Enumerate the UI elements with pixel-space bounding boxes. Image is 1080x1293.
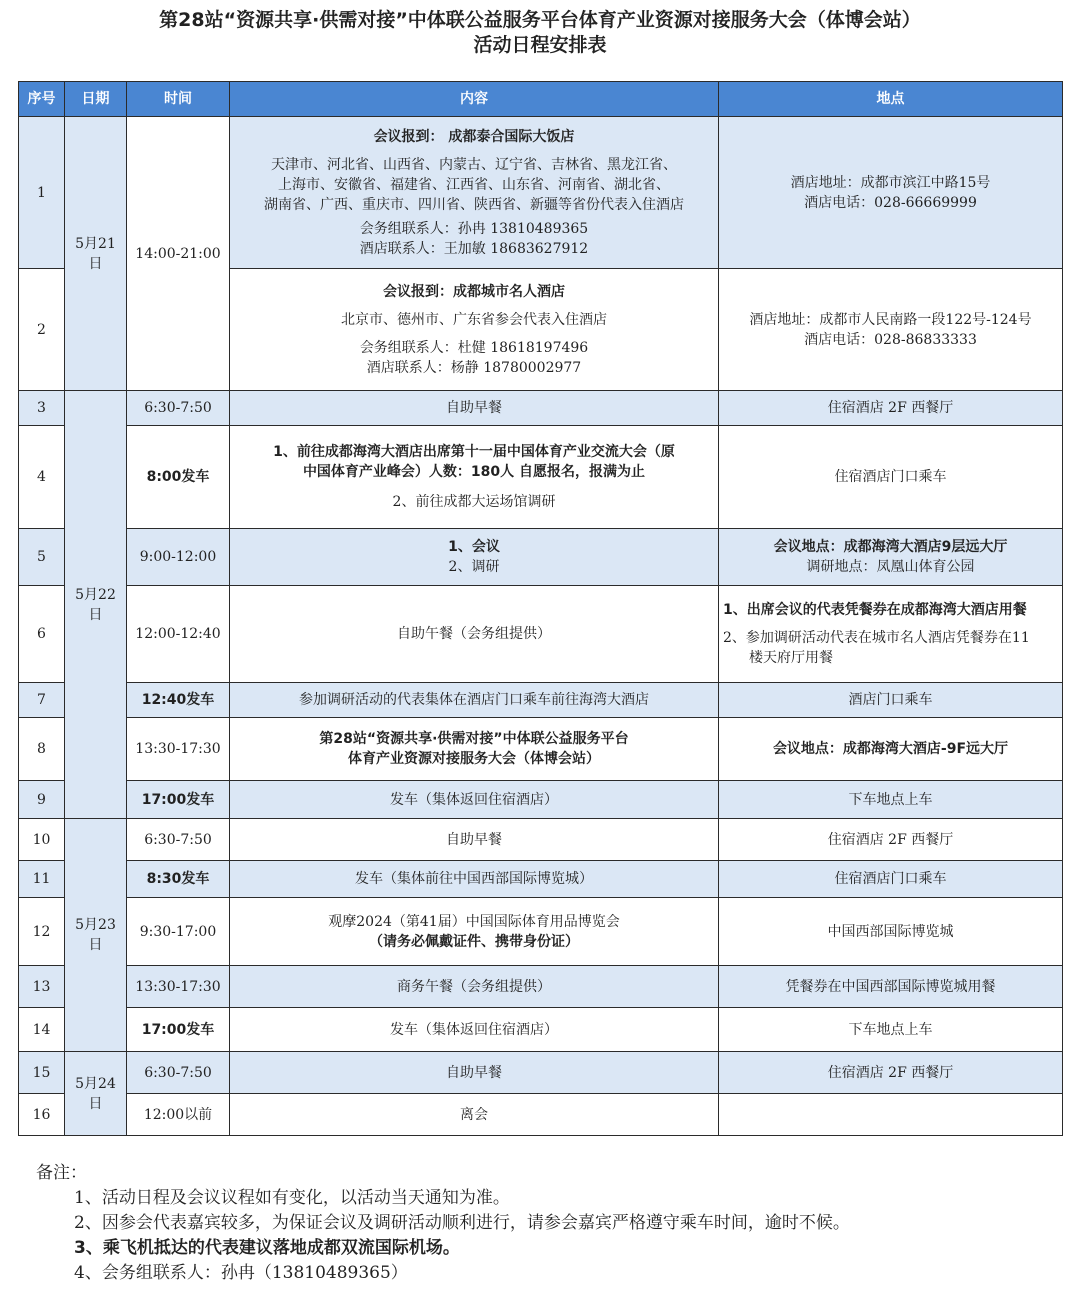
table-row [19, 966, 1063, 1008]
cell-location [719, 269, 1063, 391]
table-row [19, 117, 1063, 269]
content-line: 上海市、安徽省、福建省、江西省、山东省、河南省、湖北省、 [278, 176, 670, 193]
cell-content: 自助早餐 [230, 819, 719, 861]
cell-location [719, 117, 1063, 269]
note-item: 2、因参会代表嘉宾较多，为保证会议及调研活动顺利进行，请参会嘉宾严格遵守乘车时间，逾时不候。 [74, 1213, 850, 1233]
header-content: 内容 [230, 82, 719, 117]
cell-time: 17:00发车 [127, 781, 230, 819]
cell-location: 住宿酒店 2F 西餐厅 [719, 391, 1063, 426]
cell-seq: 16 [19, 1094, 65, 1136]
cell-content: 商务午餐（会务组提供） [230, 966, 719, 1008]
cell-seq: 15 [19, 1052, 65, 1094]
header-seq: 序号 [19, 82, 65, 117]
hotel-phone: 酒店电话：028-86833333 [804, 331, 977, 348]
cell-date-5-24: 5月24日 [65, 1052, 127, 1136]
location-line: 1、出席会议的代表凭餐券在成都海湾大酒店用餐 [723, 602, 1027, 618]
content-line: 2、前往成都大运场馆调研 [392, 494, 556, 510]
table-row [19, 781, 1063, 819]
cell-seq: 8 [19, 718, 65, 781]
content-title: 会议报到：成都城市名人酒店 [383, 283, 565, 300]
table-row [19, 861, 1063, 898]
cell-seq: 7 [19, 683, 65, 718]
cell-time: 17:00发车 [127, 1008, 230, 1052]
cell-time: 12:40发车 [127, 683, 230, 718]
cell-location: 住宿酒店 2F 西餐厅 [719, 819, 1063, 861]
content-line: 1、前往成都海湾大酒店出席第十一届中国体育产业交流大会（原 [273, 444, 675, 460]
content-line: 体育产业资源对接服务大会（体博会站） [348, 751, 600, 767]
document-title [0, 8, 1080, 58]
hotel-address: 酒店地址：成都市滨江中路15号 [790, 174, 991, 191]
table-row [19, 391, 1063, 426]
cell-location: 住宿酒店 2F 西餐厅 [719, 1052, 1063, 1094]
cell-content [230, 718, 719, 781]
table-row [19, 426, 1063, 529]
cell-content [230, 529, 719, 586]
content-line: 会务组联系人：杜健 18618197496 [359, 339, 589, 356]
content-line: 天津市、河北省、山西省、内蒙古、辽宁省、吉林省、黑龙江省、 [271, 156, 677, 173]
cell-content: 参加调研活动的代表集体在酒店门口乘车前往海湾大酒店 [230, 683, 719, 718]
cell-content: 自助午餐（会务组提供） [230, 586, 719, 683]
cell-content [230, 426, 719, 529]
cell-time: 8:00发车 [127, 426, 230, 529]
cell-date-5-23: 5月23日 [65, 819, 127, 1052]
cell-seq: 13 [19, 966, 65, 1008]
cell-seq: 6 [19, 586, 65, 683]
cell-location: 凭餐券在中国西部国际博览城用餐 [719, 966, 1063, 1008]
table-row [19, 1052, 1063, 1094]
cell-content: 自助早餐 [230, 391, 719, 426]
header-location: 地点 [719, 82, 1063, 117]
location-line: 楼天府厅用餐 [749, 650, 833, 666]
meeting-location: 会议地点：成都海湾大酒店9层远大厅 [773, 539, 1008, 555]
cell-seq: 4 [19, 426, 65, 529]
cell-location [719, 586, 1063, 683]
cell-location: 下车地点上车 [719, 1008, 1063, 1052]
cell-time-14-21: 14:00-21:00 [127, 117, 230, 391]
cell-time: 13:30-17:30 [127, 718, 230, 781]
schedule-table [18, 81, 1063, 1136]
hotel-address: 酒店地址：成都市人民南路一段122号-124号 [749, 311, 1032, 328]
content-line: 第28站“资源共享·供需对接”中体联公益服务平台 [319, 731, 629, 747]
cell-location: 住宿酒店门口乘车 [719, 426, 1063, 529]
cell-seq: 2 [19, 269, 65, 391]
table-row [19, 819, 1063, 861]
content-line: 1、会议 [448, 539, 500, 555]
cell-seq: 10 [19, 819, 65, 861]
cell-seq: 5 [19, 529, 65, 586]
cell-content: 发车（集体前往中国西部国际博览城） [230, 861, 719, 898]
table-row [19, 683, 1063, 718]
research-location: 调研地点：凤凰山体育公园 [806, 559, 975, 575]
content-line: 2、调研 [448, 559, 500, 575]
table-header-row [19, 82, 1063, 117]
cell-time: 9:30-17:00 [127, 898, 230, 966]
cell-time: 12:00-12:40 [127, 586, 230, 683]
content-line: 观摩2024（第41届）中国国际体育用品博览会 [328, 913, 620, 930]
content-line: 酒店联系人：杨静 18780002977 [366, 359, 582, 376]
cell-location: 中国西部国际博览城 [719, 898, 1063, 966]
title-line-1: 第28站“资源共享·供需对接”中体联公益服务平台体育产业资源对接服务大会（体博会站） [159, 9, 921, 31]
cell-location: 会议地点：成都海湾大酒店-9F远大厅 [719, 718, 1063, 781]
cell-seq: 3 [19, 391, 65, 426]
content-line: 酒店联系人：王加敏 18683627912 [359, 240, 589, 257]
note-item: 4、会务组联系人：孙冉（13810489365） [74, 1263, 408, 1283]
cell-seq: 11 [19, 861, 65, 898]
cell-location [719, 529, 1063, 586]
content-line: 会务组联系人：孙冉 13810489365 [359, 220, 589, 237]
cell-seq: 1 [19, 117, 65, 269]
cell-content: 离会 [230, 1094, 719, 1136]
header-date: 日期 [65, 82, 127, 117]
cell-content: 发车（集体返回住宿酒店） [230, 1008, 719, 1052]
cell-date-5-21: 5月21日 [65, 117, 127, 391]
cell-content: 发车（集体返回住宿酒店） [230, 781, 719, 819]
cell-location: 住宿酒店门口乘车 [719, 861, 1063, 898]
table-row [19, 1094, 1063, 1136]
content-line: 湖南省、广西、重庆市、四川省、陕西省、新疆等省份代表入住酒店 [264, 196, 684, 213]
notes-section [36, 1161, 850, 1286]
table-row [19, 898, 1063, 966]
cell-time: 6:30-7:50 [127, 391, 230, 426]
cell-content [230, 117, 719, 269]
cell-seq: 14 [19, 1008, 65, 1052]
table-row [19, 718, 1063, 781]
cell-location: 下车地点上车 [719, 781, 1063, 819]
cell-time: 13:30-17:30 [127, 966, 230, 1008]
note-item: 1、活动日程及会议议程如有变化，以活动当天通知为准。 [74, 1188, 510, 1208]
cell-content [230, 898, 719, 966]
cell-time: 12:00以前 [127, 1094, 230, 1136]
table-row [19, 586, 1063, 683]
cell-content: 自助早餐 [230, 1052, 719, 1094]
cell-time: 6:30-7:50 [127, 1052, 230, 1094]
cell-time: 9:00-12:00 [127, 529, 230, 586]
table-row [19, 529, 1063, 586]
location-line: 2、参加调研活动代表在城市名人酒店凭餐券在11 [723, 630, 1030, 646]
content-line: 中国体育产业峰会）人数：180人 自愿报名，报满为止 [302, 464, 646, 480]
note-item: 3、乘飞机抵达的代表建议落地成都双流国际机场。 [74, 1238, 460, 1258]
cell-location: 酒店门口乘车 [719, 683, 1063, 718]
hotel-phone: 酒店电话：028-66669999 [804, 194, 977, 211]
cell-time: 8:30发车 [127, 861, 230, 898]
content-line: 北京市、德州市、广东省参会代表入住酒店 [341, 311, 607, 328]
cell-seq: 9 [19, 781, 65, 819]
content-line: （请务必佩戴证件、携带身份证） [369, 933, 579, 950]
title-line-2: 活动日程安排表 [473, 34, 607, 56]
cell-seq: 12 [19, 898, 65, 966]
content-title: 会议报到： 成都泰合国际大饭店 [373, 128, 575, 145]
table-row [19, 1008, 1063, 1052]
cell-content [230, 269, 719, 391]
cell-location [719, 1094, 1063, 1136]
cell-date-5-22: 5月22日 [65, 391, 127, 819]
cell-time: 6:30-7:50 [127, 819, 230, 861]
header-time: 时间 [127, 82, 230, 117]
notes-heading: 备注： [36, 1163, 87, 1183]
